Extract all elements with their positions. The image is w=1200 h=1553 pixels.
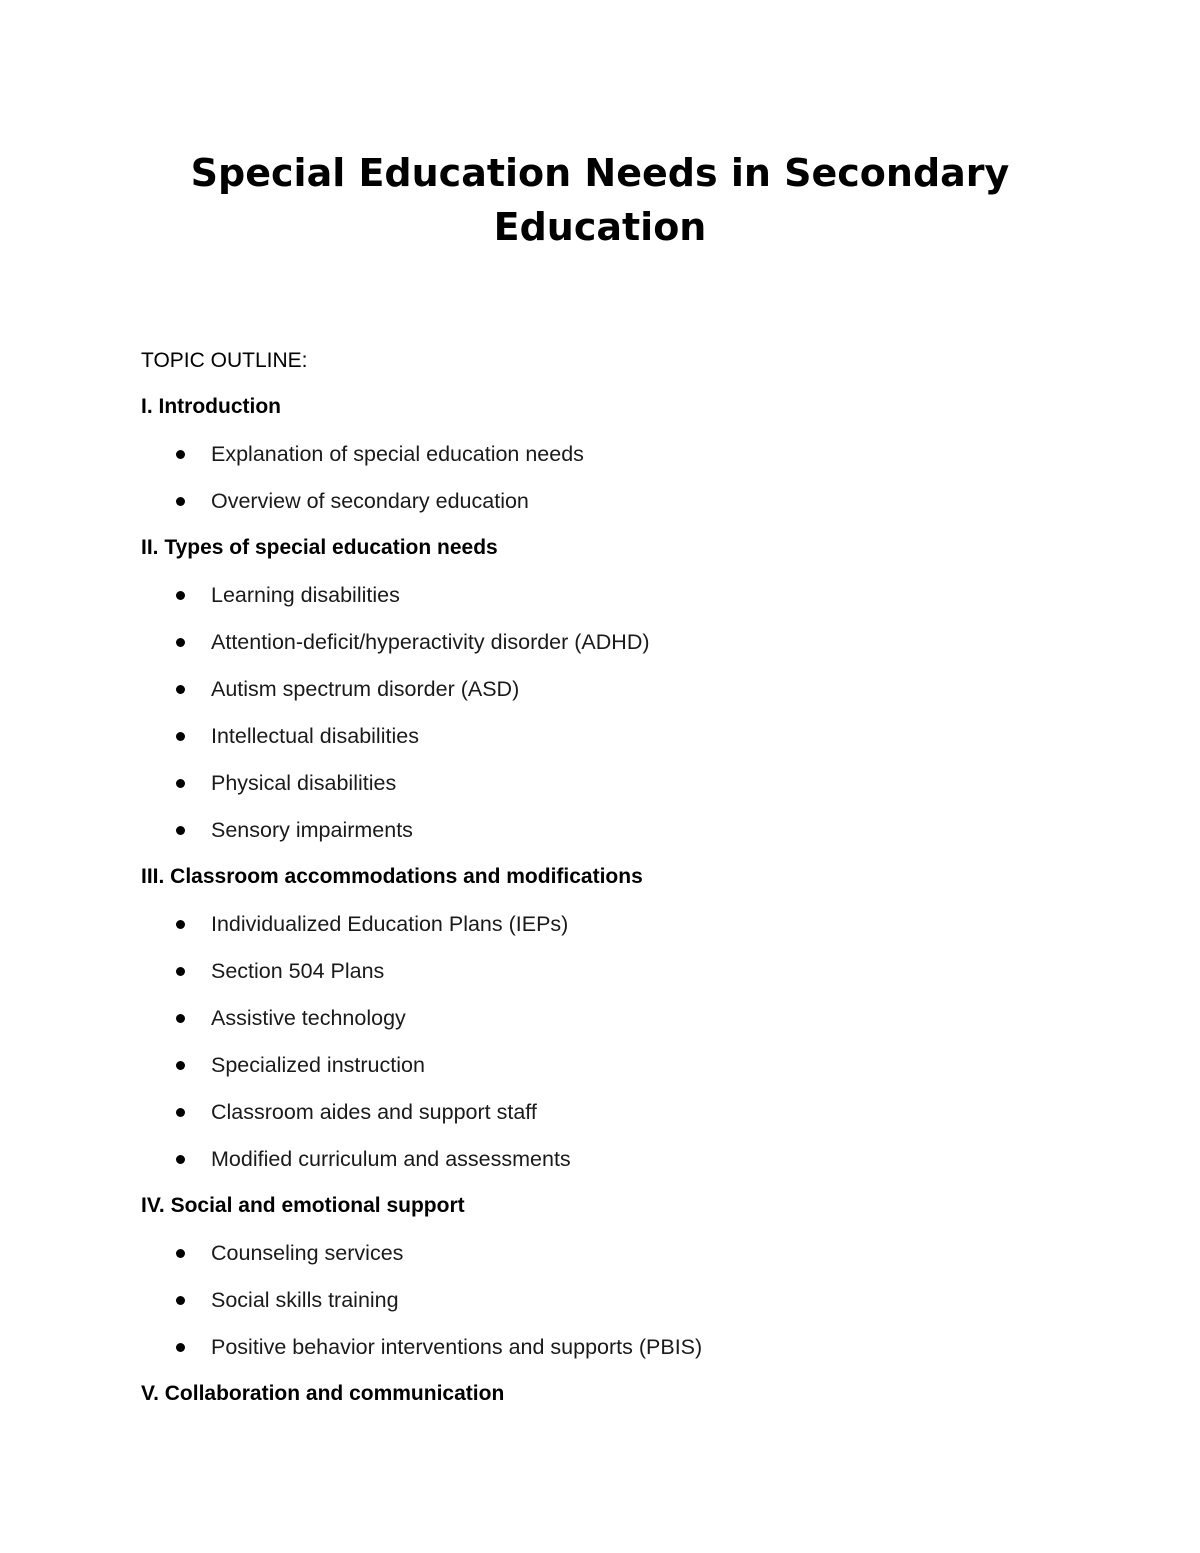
bullet-icon — [176, 1155, 185, 1164]
list-item-text: Sensory impairments — [211, 818, 413, 842]
list-item — [141, 1286, 1101, 1314]
bullet-icon — [176, 920, 185, 929]
bullet-icon — [176, 638, 185, 647]
bullet-icon — [176, 1249, 185, 1258]
outline-section — [141, 393, 1101, 515]
list-item-text: Physical disabilities — [211, 771, 397, 795]
outline-section — [141, 1380, 1101, 1408]
list-item-text: Explanation of special education needs — [211, 442, 584, 466]
list-item-text: Assistive technology — [211, 1006, 406, 1030]
bullet-icon — [176, 826, 185, 835]
section-heading: II. Types of special education needs — [141, 536, 498, 559]
list-item — [141, 581, 1101, 609]
outline-section — [141, 534, 1101, 844]
list-item — [141, 1004, 1101, 1032]
list-item — [141, 1098, 1101, 1126]
topic-outline-label: TOPIC OUTLINE: — [141, 349, 308, 372]
bullet-icon — [176, 1061, 185, 1070]
bullet-list — [141, 440, 1101, 515]
bullet-icon — [176, 497, 185, 506]
bullet-list — [141, 1239, 1101, 1361]
list-item-text: Classroom aides and support staff — [211, 1100, 537, 1124]
bullet-icon — [176, 685, 185, 694]
bullet-list — [141, 910, 1101, 1173]
bullet-icon — [176, 450, 185, 459]
list-item — [141, 769, 1101, 797]
bullet-icon — [176, 1343, 185, 1352]
section-heading: V. Collaboration and communication — [141, 1382, 505, 1405]
list-item-text: Section 504 Plans — [211, 959, 385, 983]
bullet-list — [141, 581, 1101, 844]
list-item-text: Social skills training — [211, 1288, 399, 1312]
list-item-text: Individualized Education Plans (IEPs) — [211, 912, 569, 936]
list-item — [141, 675, 1101, 703]
bullet-icon — [176, 779, 185, 788]
list-item-text: Positive behavior interventions and supports (PBIS) — [211, 1335, 703, 1359]
outline-section — [141, 1192, 1101, 1361]
section-heading: I. Introduction — [141, 395, 281, 418]
list-item — [141, 1051, 1101, 1079]
list-item — [141, 816, 1101, 844]
bullet-icon — [176, 591, 185, 600]
document-title: Special Education Needs in Secondary Education — [190, 151, 1010, 249]
list-item-text: Specialized instruction — [211, 1053, 425, 1077]
list-item-text: Intellectual disabilities — [211, 724, 419, 748]
list-item — [141, 628, 1101, 656]
section-heading: III. Classroom accommodations and modifications — [141, 865, 643, 888]
list-item — [141, 487, 1101, 515]
list-item-text: Overview of secondary education — [211, 489, 529, 513]
bullet-icon — [176, 1108, 185, 1117]
list-item-text: Autism spectrum disorder (ASD) — [211, 677, 520, 701]
outline-section — [141, 863, 1101, 1173]
list-item — [141, 1333, 1101, 1361]
list-item — [141, 910, 1101, 938]
bullet-icon — [176, 1014, 185, 1023]
section-heading: IV. Social and emotional support — [141, 1194, 465, 1217]
list-item — [141, 957, 1101, 985]
list-item — [141, 1145, 1101, 1173]
list-item-text: Counseling services — [211, 1241, 404, 1265]
list-item — [141, 722, 1101, 750]
list-item-text: Modified curriculum and assessments — [211, 1147, 571, 1171]
bullet-icon — [176, 732, 185, 741]
outline-sections — [141, 393, 1101, 1427]
list-item-text: Attention-deficit/hyperactivity disorder (ADHD) — [211, 630, 650, 654]
bullet-icon — [176, 1296, 185, 1305]
list-item — [141, 1239, 1101, 1267]
bullet-icon — [176, 967, 185, 976]
list-item — [141, 440, 1101, 468]
list-item-text: Learning disabilities — [211, 583, 400, 607]
